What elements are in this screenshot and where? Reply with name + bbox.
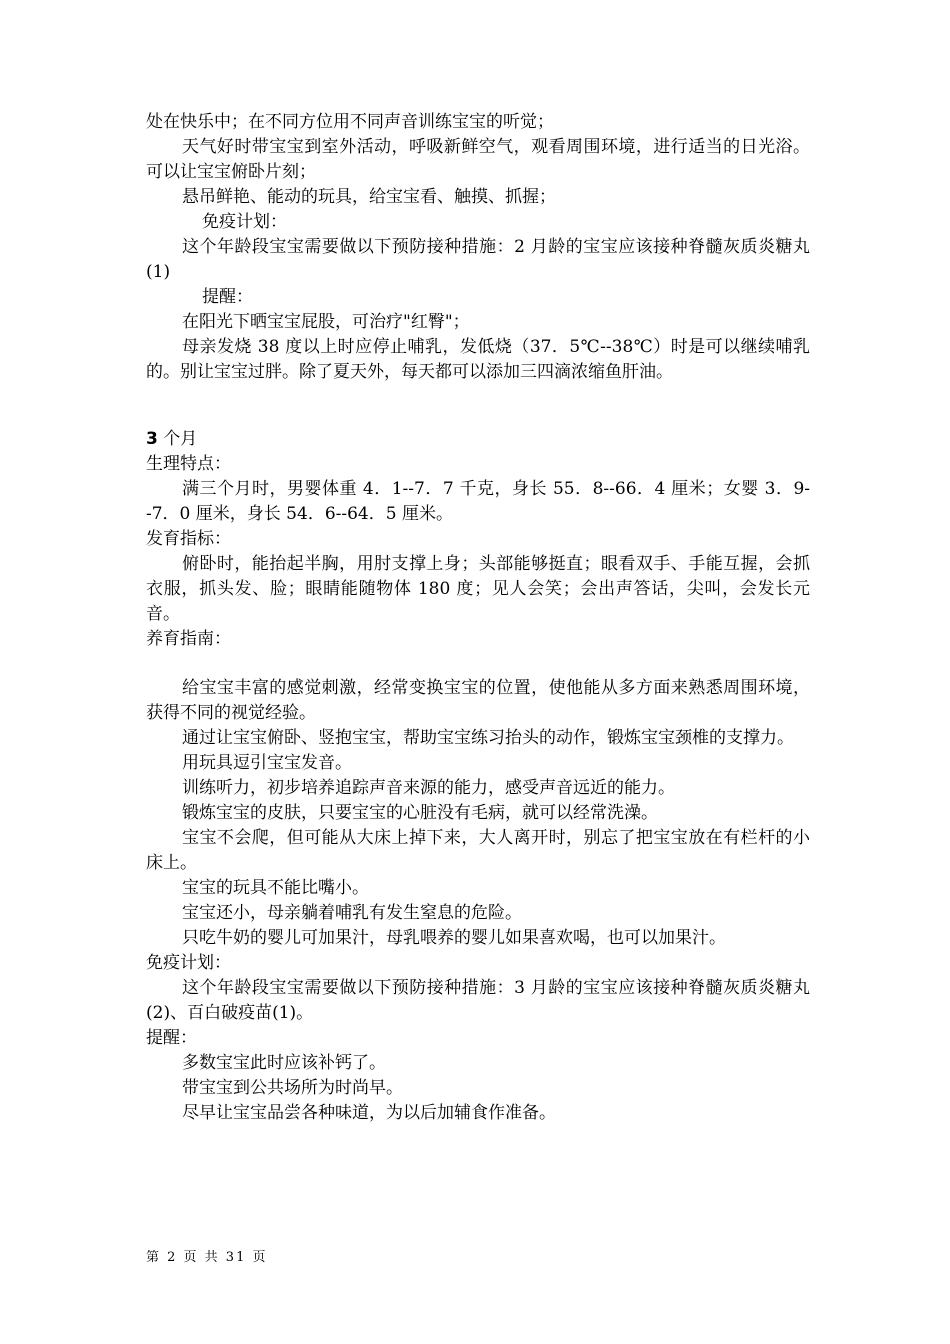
guide-item: 锻炼宝宝的皮肤，只要宝宝的心脏没有毛病，就可以经常洗澡。 (182, 803, 658, 823)
guide-item: 通过让宝宝俯卧、竖抱宝宝，帮助宝宝练习抬头的动作，锻炼宝宝颈椎的支撑力。 (182, 728, 794, 748)
guide-item: 宝宝的玩具不能比嘴小。 (182, 878, 369, 898)
guide-item: 给宝宝丰富的感觉刺激，经常变换宝宝的位置，使他能从多方面来熟悉周围环境，获得不同的视觉经验。 (146, 678, 810, 723)
section-title (146, 427, 810, 452)
page-footer: 第 2 页 共 31 页 (146, 1250, 268, 1265)
section-title-number: 3 (146, 429, 158, 449)
immunization-text: 这个年龄段宝宝需要做以下预防接种措施：3 月龄的宝宝应该接种脊髓灰质炎糖丸(2)、百白破疫苗(1)。 (146, 978, 810, 1023)
reminder-item: 在阳光下晒宝宝屁股，可治疗"红臀"； (182, 312, 470, 332)
immunization-text: 这个年龄段宝宝需要做以下预防接种措施：2 月龄的宝宝应该接种脊髓灰质炎糖丸(1) (146, 237, 810, 282)
document-page (146, 110, 810, 1126)
physio-label: 生理特点： (146, 454, 231, 474)
reminder-item: 母亲发烧 38 度以上时应停止哺乳，发低烧（37．5℃--38℃）时是可以继续哺乳的。别让宝宝过胖。除了夏天外，每天都可以添加三四滴浓缩鱼肝油。 (146, 337, 810, 382)
reminder-label: 提醒： (146, 1028, 197, 1048)
paragraph: 天气好时带宝宝到室外活动，呼吸新鲜空气，观看周围环境，进行适当的日光浴。可以让宝宝俯卧片刻； (146, 137, 810, 182)
reminder-label: 提醒： (202, 287, 253, 307)
guide-item: 宝宝还小，母亲躺着哺乳有发生窒息的危险。 (182, 903, 522, 923)
guide-item: 训练听力，初步培养追踪声音来源的能力，感受声音远近的能力。 (182, 778, 675, 798)
guide-item: 宝宝不会爬，但可能从大床上掉下来，大人离开时，别忘了把宝宝放在有栏杆的小床上。 (146, 828, 810, 873)
guide-label: 养育指南： (146, 629, 231, 649)
immunization-label: 免疫计划： (202, 212, 287, 232)
section-title-text: 个月 (157, 429, 198, 449)
reminder-item: 尽早让宝宝品尝各种味道，为以后加辅食作准备。 (182, 1103, 556, 1123)
dev-text: 俯卧时，能抬起半胸，用肘支撑上身；头部能够挺直；眼看双手、手能互握，会抓衣服，抓头发、脸；眼睛能随物体 180 度；见人会笑；会出声答话，尖叫，会发长元音。 (146, 554, 810, 624)
reminder-item: 多数宝宝此时应该补钙了。 (182, 1053, 386, 1073)
guide-item: 只吃牛奶的婴儿可加果汁，母乳喂养的婴儿如果喜欢喝，也可以加果汁。 (182, 928, 726, 948)
reminder-item: 带宝宝到公共场所为时尚早。 (182, 1078, 403, 1098)
immunization-label: 免疫计划： (146, 953, 231, 973)
dev-label: 发育指标： (146, 529, 231, 549)
paragraph: 悬吊鲜艳、能动的玩具，给宝宝看、触摸、抓握； (182, 187, 556, 207)
physio-text: 满三个月时，男婴体重 4．1--7．7 千克，身长 55．8--66．4 厘米；女婴 3．9--7．0 厘米，身长 54．6--64．5 厘米。 (146, 479, 810, 524)
guide-item: 用玩具逗引宝宝发音。 (182, 753, 352, 773)
paragraph: 处在快乐中；在不同方位用不同声音训练宝宝的听觉； (146, 112, 554, 132)
